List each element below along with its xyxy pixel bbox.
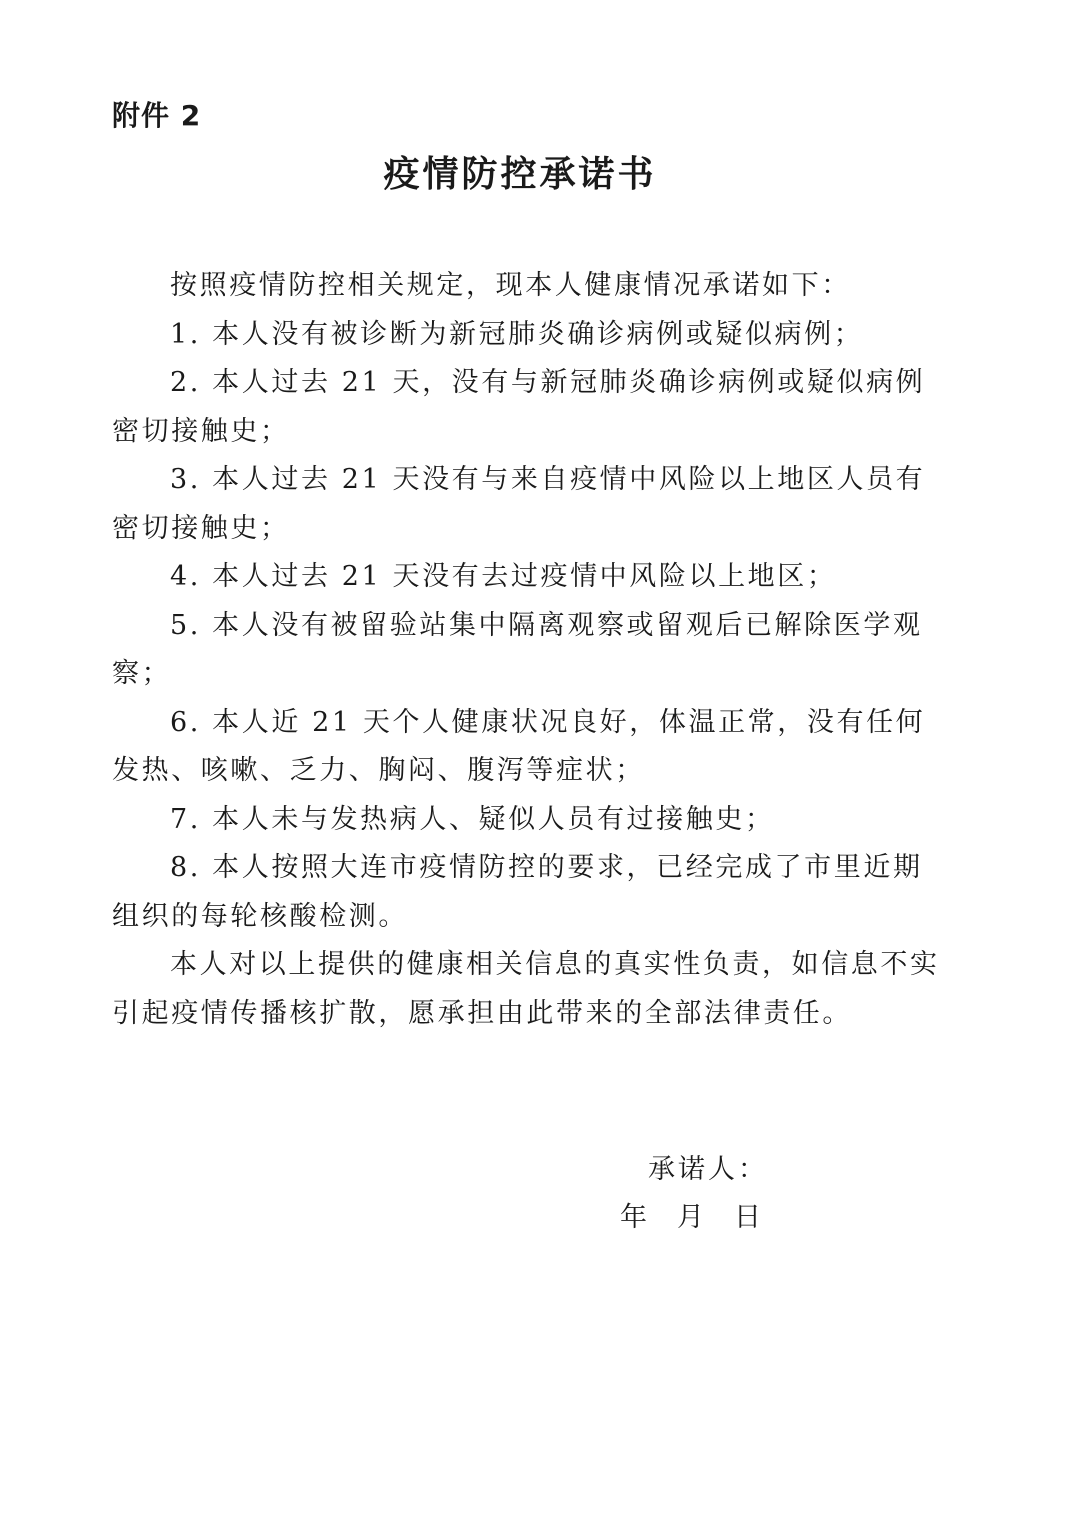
date-month-label: 月: [677, 1202, 704, 1233]
pledge-item-6: 6. 本人近 21 天个人健康状况良好，体温正常，没有任何发热、咳嗽、乏力、胸闷、腹泻等症状；: [112, 706, 926, 786]
date-line: [620, 1194, 761, 1242]
intro-paragraph: 按照疫情防控相关规定，现本人健康情况承诺如下：: [170, 270, 851, 301]
pledge-item-5: 5. 本人没有被留验站集中隔离观察或留观后已解除医学观察；: [112, 609, 923, 689]
document-body: [112, 262, 942, 1038]
attachment-label: 附件 2: [112, 99, 202, 132]
pledge-item-2: 2. 本人过去 21 天，没有与新冠肺炎确诊病例或疑似病例密切接触史；: [112, 367, 926, 447]
signature-label: 承诺人：: [648, 1154, 768, 1185]
closing-statement: 本人对以上提供的健康相关信息的真实性负责，如信息不实引起疫情传播核扩散，愿承担由此带来的全部法律责任。: [112, 949, 940, 1029]
pledge-item-1: 1. 本人没有被诊断为新冠肺炎确诊病例或疑似病例；: [170, 318, 864, 350]
pledge-item-4: 4. 本人过去 21 天没有去过疫情中风险以上地区；: [170, 561, 837, 592]
document-title: 疫情防控承诺书: [383, 154, 657, 195]
pledge-item-8: 8. 本人按照大连市疫情防控的要求，已经完成了市里近期组织的每轮核酸检测。: [112, 852, 923, 932]
pledge-item-3: 3. 本人过去 21 天没有与来自疫情中风险以上地区人员有密切接触史；: [112, 464, 926, 544]
date-day-label: 日: [734, 1202, 761, 1233]
date-year-label: 年: [620, 1202, 647, 1233]
pledge-item-7: 7. 本人未与发热病人、疑似人员有过接触史；: [170, 803, 775, 835]
